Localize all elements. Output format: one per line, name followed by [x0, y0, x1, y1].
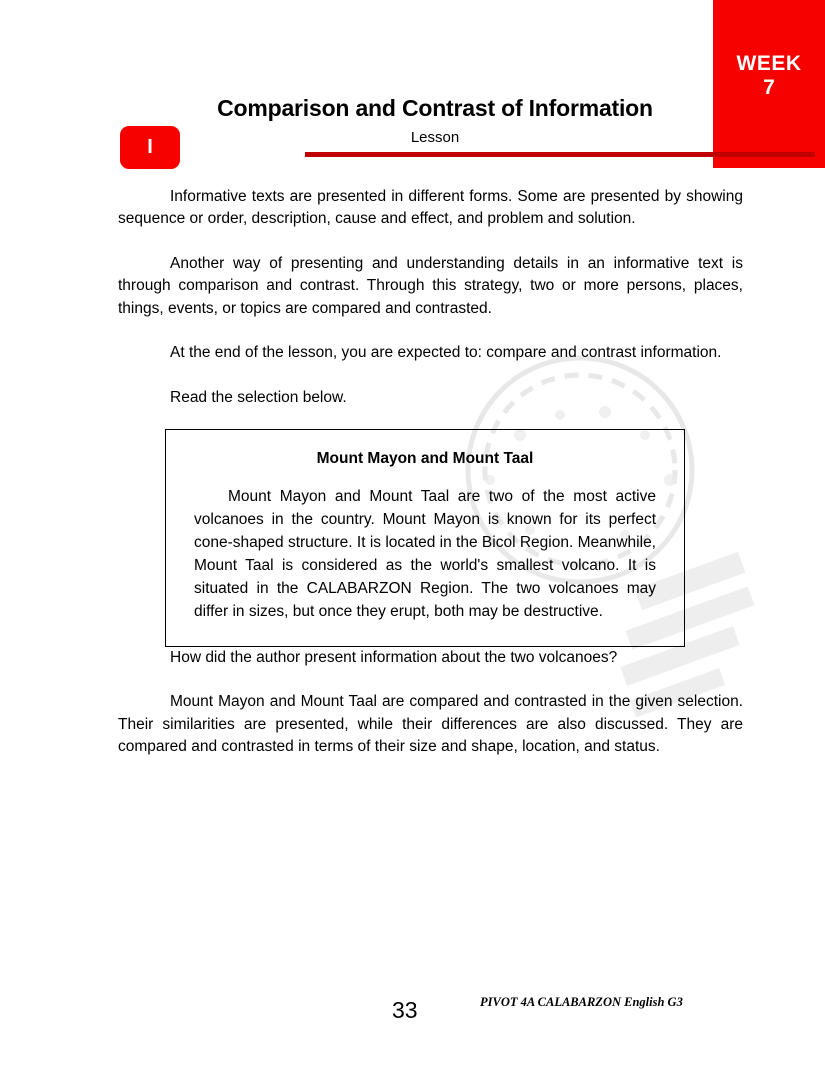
document-body [118, 186, 743, 781]
page-number: 33 [392, 997, 418, 1023]
lesson-badge: I [120, 126, 180, 169]
week-label: WEEK [736, 52, 802, 75]
paragraph-intro: Informative texts are presented in different forms. Some are presented by showing sequence or order, description, cause and effect, and problem and solution. [118, 188, 743, 228]
week-banner [713, 0, 825, 168]
page-subtitle: Lesson [410, 129, 460, 146]
lesson-header [120, 95, 695, 170]
selection-title: Mount Mayon and Mount Taal [316, 450, 534, 468]
paragraph-question: How did the author present information about the two volcanoes? [170, 648, 618, 666]
selection-text: Mount Mayon and Mount Taal are two of the most active volcanoes in the country. Mount Mayon is known for its perfect cone-shaped structure. It is located in the Bicol Region. Meanwhile, Mount Taal is considered as the world's smallest volcano. It is situated in the CALABARZON Region. The two volcanoes may differ in sizes, but once they erupt, both may be destructive. [194, 488, 656, 620]
reading-selection-box [165, 429, 685, 647]
header-rule [305, 152, 815, 157]
paragraph-objective: At the end of the lesson, you are expected to: compare and contrast information. [170, 344, 722, 362]
week-number: 7 [763, 76, 775, 100]
paragraph-instruction: Read the selection below. [170, 388, 347, 406]
page-title: Comparison and Contrast of Information [217, 95, 653, 121]
footer-note: PIVOT 4A CALABARZON English G3 [480, 995, 683, 1009]
paragraph-answer: Mount Mayon and Mount Taal are compared and contrasted in the given selection. Their similarities are presented, while their differences are also discussed. They are compared and contrasted in terms of their size and shape, location, and status. [118, 693, 743, 756]
paragraph-comparison: Another way of presenting and understanding details in an informative text is through comparison and contrast. Through this strategy, two or more persons, places, things, events, or topics are compared and contrasted. [118, 254, 743, 317]
